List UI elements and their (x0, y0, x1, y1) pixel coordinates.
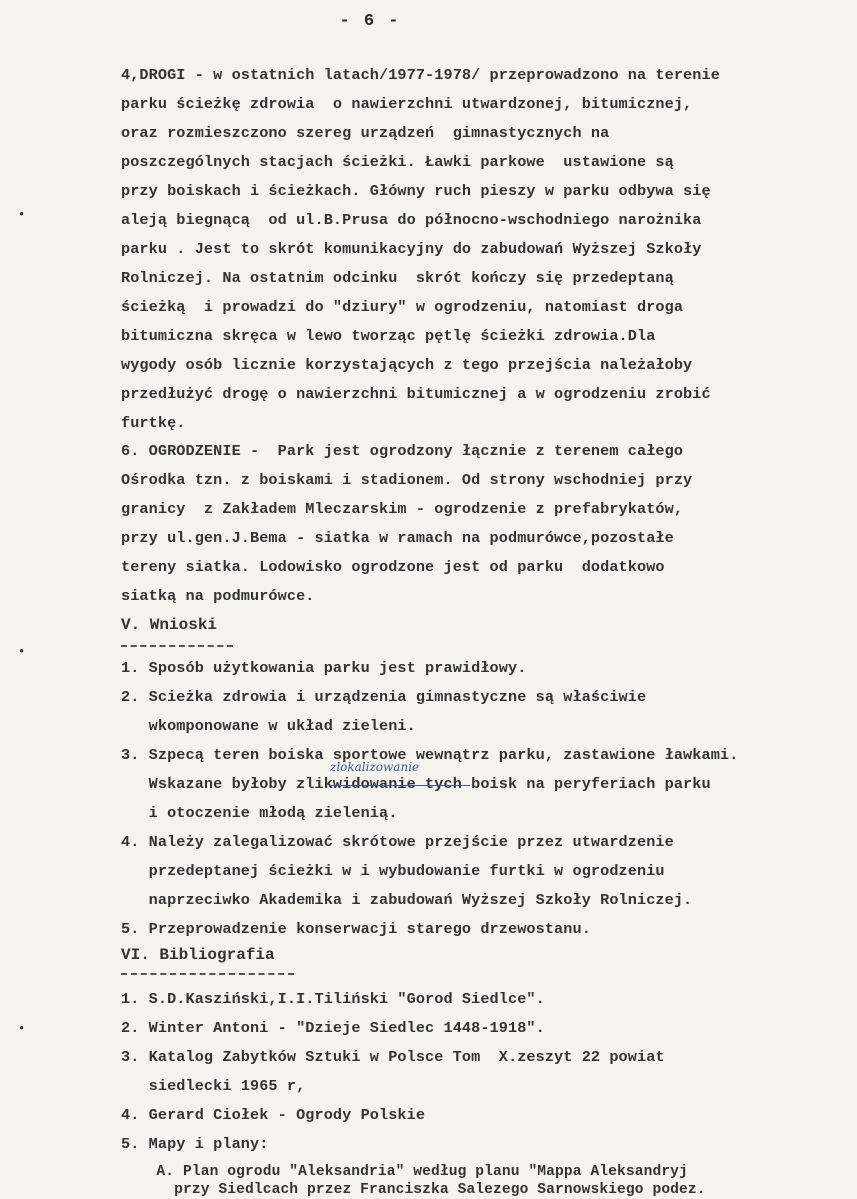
wnioski-item: 1. Sposób użytkowania parku jest prawidłowy. (121, 659, 527, 677)
bibliografia-item: siedlecki 1965 r, (121, 1077, 306, 1095)
drogi-line: aleją biegnącą od ul.B.Prusa do północno-wschodniego narożnika (121, 211, 702, 229)
margin-mark: • (18, 208, 26, 222)
wnioski-item: naprzeciwko Akademika i zabudowań Wyższej Szkoły Rolniczej. (121, 891, 693, 909)
bibliografia-item: przy Siedlcach przez Franciszka Salezego Sarnowskiego podez. (121, 1182, 706, 1198)
wnioski-item: 5. Przeprowadzenie konserwacji starego drzewostanu. (121, 920, 591, 938)
ogrodzenie-line: Ośrodka tzn. z boiskami i stadionem. Od strony wschodniej przy (121, 471, 693, 489)
drogi-line: bitumiczna skręca w lewo tworząc pętlę ścieżki zdrowia.Dla (121, 327, 656, 345)
ogrodzenie-line: siatką na podmurówce. (121, 587, 315, 605)
drogi-line: poszczególnych stacjach ścieżki. Ławki parkowe ustawione są (121, 153, 674, 171)
margin-mark: • (18, 1022, 26, 1036)
drogi-line: oraz rozmieszczono szereg urządzeń gimnastycznych na (121, 124, 610, 142)
drogi-line: Rolniczej. Na ostatnim odcinku skrót kończy się przedeptaną (121, 269, 674, 287)
wnioski-item: 2. Scieżka zdrowia i urządzenia gimnastyczne są właściwie (121, 688, 647, 706)
wnioski-item: i otoczenie młodą zielenią. (121, 804, 398, 822)
drogi-line: parku ścieżkę zdrowia o nawierzchni utwardzonej, bitumicznej, (121, 95, 693, 113)
bibliografia-underline (121, 973, 294, 975)
strikethrough-mark (330, 785, 470, 786)
bibliografia-heading: VI. Bibliografia (121, 946, 275, 964)
drogi-line: wygody osób licznie korzystających z tego przejścia należałoby (121, 356, 693, 374)
wnioski-item: 4. Należy zalegalizować skrótowe przejście przez utwardzenie (121, 833, 674, 851)
ogrodzenie-line: granicy z Zakładem Mleczarskim - ogrodzenie z prefabrykatów, (121, 500, 684, 518)
bibliografia-item: 3. Katalog Zabytków Sztuki w Polsce Tom X.zeszyt 22 powiat (121, 1048, 665, 1066)
ogrodzenie-line: tereny siatka. Lodowisko ogrodzone jest od parku dodatkowo (121, 558, 665, 576)
wnioski-item: 3. Szpecą teren boiska sportowe wewnątrz parku, zastawione ławkami. (121, 746, 739, 764)
wnioski-item: Wskazane byłoby zlikwidowanie tych boisk na peryferiach parku (121, 775, 711, 793)
wnioski-underline (121, 645, 233, 647)
bibliografia-item: 2. Winter Antoni - "Dzieje Siedlec 1448-1918". (121, 1019, 545, 1037)
wnioski-heading: V. Wnioski (121, 616, 218, 634)
wnioski-item: przedeptanej ścieżki w i wybudowanie furtki w ogrodzeniu (121, 862, 665, 880)
bibliografia-item: 4. Gerard Ciołek - Ogrody Polskie (121, 1106, 426, 1124)
drogi-line: furtkę. (121, 414, 186, 432)
ogrodzenie-line: przy ul.gen.J.Bema - siatka w ramach na podmurówce,pozostałe (121, 529, 674, 547)
bibliografia-item: A. Plan ogrodu "Aleksandria" według planu "Mappa Aleksandryj (121, 1164, 688, 1180)
page-number: - 6 - (339, 12, 401, 31)
bibliografia-item: 5. Mapy i plany: (121, 1135, 269, 1153)
drogi-line: parku . Jest to skrót komunikacyjny do zabudowań Wyższej Szkoły (121, 240, 702, 258)
handwritten-correction: zlokalizowanie (330, 760, 420, 774)
drogi-line: ścieżką i prowadzi do "dziury" w ogrodzeniu, natomiast droga (121, 298, 684, 316)
drogi-line: przedłużyć drogę o nawierzchni bitumicznej a w ogrodzeniu zrobić (121, 385, 711, 403)
wnioski-item: wkomponowane w układ zieleni. (121, 717, 416, 735)
drogi-line: przy boiskach i ścieżkach. Główny ruch pieszy w parku odbywa się (121, 182, 711, 200)
drogi-line: 4,DROGI - w ostatnich latach/1977-1978/ przeprowadzono na terenie (121, 66, 720, 84)
bibliografia-item: 1. S.D.Kasziński,I.I.Tiliński "Gorod Siedlce". (121, 990, 545, 1008)
ogrodzenie-line: 6. OGRODZENIE - Park jest ogrodzony łącznie z terenem całego (121, 442, 684, 460)
margin-mark: • (18, 645, 26, 659)
